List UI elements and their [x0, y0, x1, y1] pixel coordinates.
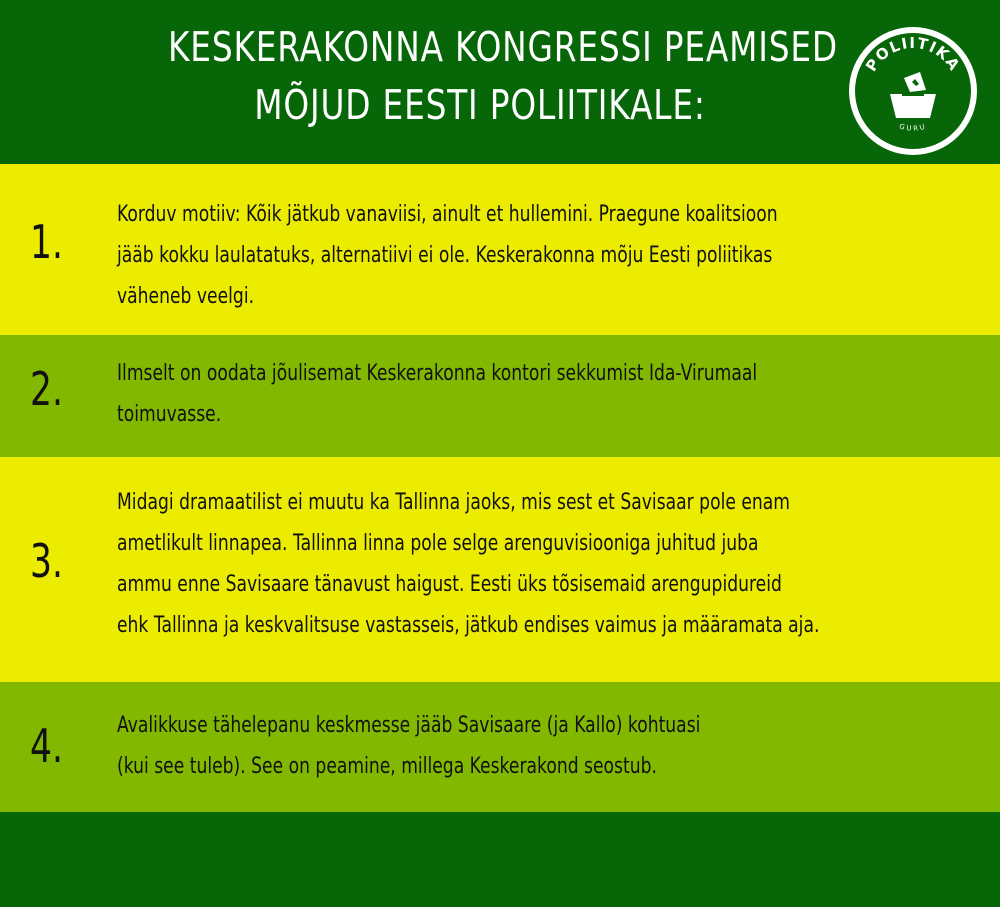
item-number: 4.: [30, 719, 63, 773]
item-text: Korduv motiiv: Kõik jätkub vanaviisi, ainult et hullemini. Praegune koalitsioon jääb kokku laulatatuks, alternatiivi ei ole. Keskerakonna mõju Eesti poliitikas väheneb veelgi.: [117, 202, 778, 309]
item-number: 3.: [30, 534, 63, 588]
item-text: Ilmselt on oodata jõulisemat Keskerakonna kontori sekkumist Ida-Virumaal toimuvasse.: [117, 361, 758, 427]
politiika-logo: [846, 24, 980, 158]
list-item: [0, 457, 1000, 682]
footer-band: [0, 812, 1000, 907]
list-item: [0, 682, 1000, 812]
item-number: 1.: [30, 215, 63, 269]
list-item: [0, 164, 1000, 335]
logo-text-bottom: GURU: [898, 122, 928, 133]
list-item: [0, 335, 1000, 457]
page-title: [90, 18, 870, 134]
item-text: Midagi dramaatilist ei muutu ka Tallinna jaoks, mis sest et Savisaar pole enam ametlikult linnapea. Tallinna linna pole selge arenguvisiooniga juhitud juba ammu enne Savisaare tänavust haigust. Eesti üks tõsisemaid arengupidureid ehk Tallinna ja keskvalitsuse vastasseis, jätkub endises vaimus ja määramata aja.: [117, 490, 820, 638]
title-line-1: KESKERAKONNA KONGRESSI PEAMISED: [168, 23, 838, 71]
item-text: Avalikkuse tähelepanu keskmesse jääb Savisaare (ja Kallo) kohtuasi (kui see tuleb). See on peamine, millega Keskerakond seostub.: [117, 713, 701, 779]
logo-text-top: POLIITIKA: [862, 33, 964, 75]
item-number: 2.: [30, 362, 63, 416]
title-line-2: MÕJUD EESTI POLIITIKALE:: [254, 81, 706, 129]
